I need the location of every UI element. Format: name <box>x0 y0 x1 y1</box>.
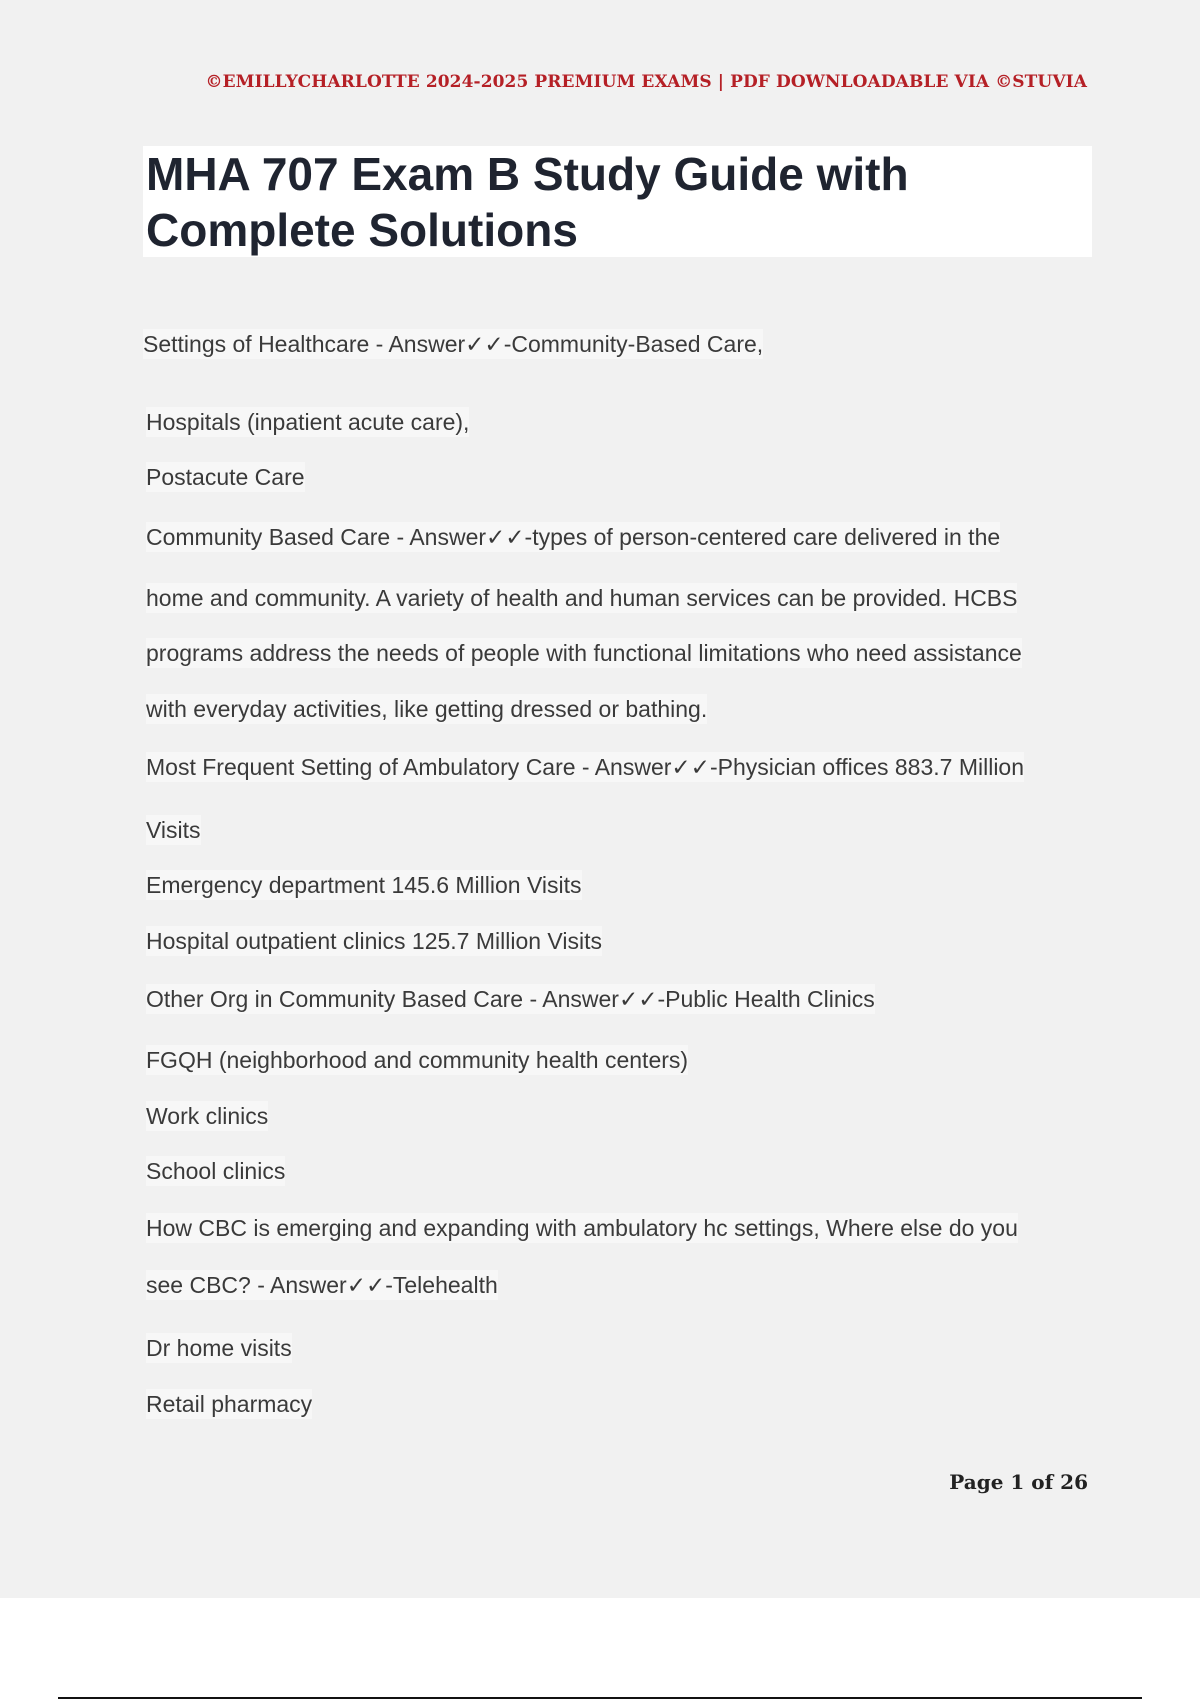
text-line-15: School clinics <box>146 1158 286 1184</box>
page-divider <box>58 1697 1142 1699</box>
text-line-18: Dr home visits <box>146 1335 292 1361</box>
text-line-12: Other Org in Community Based Care - Answer✓✓-Public Health Clinics <box>146 986 875 1012</box>
header-banner: ©EMILLYCHARLOTTE 2024-2025 PREMIUM EXAMS | PDF DOWNLOADABLE VIA ©STUVIA <box>205 72 1087 92</box>
text-line-7: with everyday activities, like getting dressed or bathing. <box>146 696 708 722</box>
text-line-6: programs address the needs of people with functional limitations who need assistance <box>146 640 1022 666</box>
document-title <box>143 146 1092 258</box>
text-line-3: Postacute Care <box>146 464 305 490</box>
text-line-11: Hospital outpatient clinics 125.7 Million Visits <box>146 928 602 954</box>
text-line-19: Retail pharmacy <box>146 1391 313 1417</box>
text-line-17: see CBC? - Answer✓✓-Telehealth <box>146 1272 498 1298</box>
page-number: Page 1 of 26 <box>949 1470 1088 1494</box>
text-line-2: Hospitals (inpatient acute care), <box>146 409 470 435</box>
text-line-10: Emergency department 145.6 Million Visits <box>146 872 582 898</box>
text-line-14: Work clinics <box>146 1103 269 1129</box>
title-line-2: Complete Solutions <box>146 204 578 256</box>
title-box <box>143 146 1092 257</box>
text-line-9: Visits <box>146 817 201 843</box>
text-line-4: Community Based Care - Answer✓✓-types of person-centered care delivered in the <box>146 524 1001 550</box>
text-line-5: home and community. A variety of health and human services can be provided. HCBS <box>146 585 1018 611</box>
text-line-1: Settings of Healthcare - Answer✓✓-Community-Based Care, <box>143 331 764 357</box>
text-line-13: FGQH (neighborhood and community health centers) <box>146 1047 689 1073</box>
text-line-8: Most Frequent Setting of Ambulatory Care - Answer✓✓-Physician offices 883.7 Million <box>146 754 1025 780</box>
title-line-1: MHA 707 Exam B Study Guide with <box>146 148 909 200</box>
text-line-16: How CBC is emerging and expanding with ambulatory hc settings, Where else do you <box>146 1215 1018 1241</box>
